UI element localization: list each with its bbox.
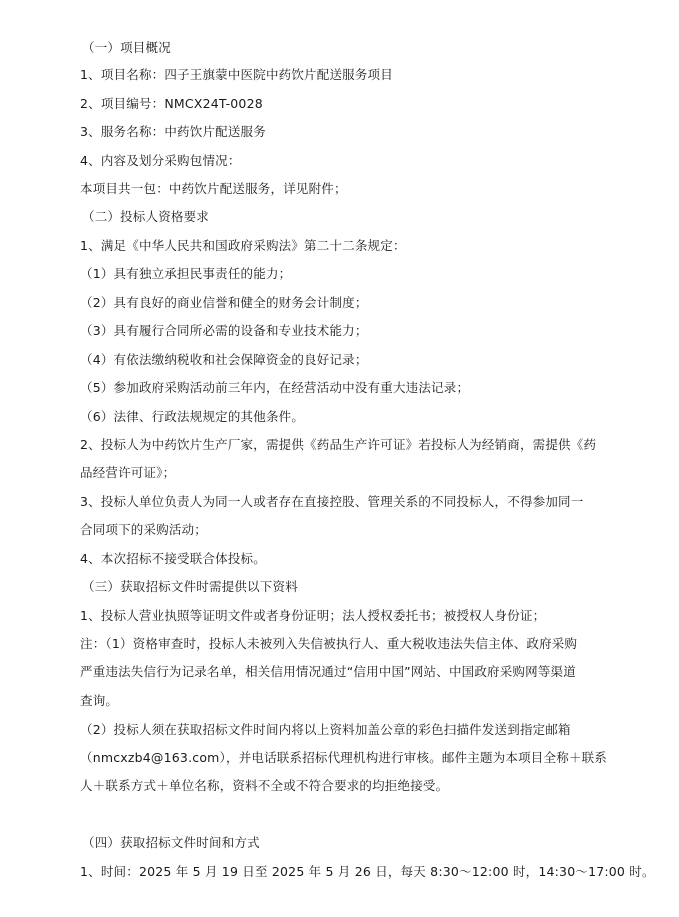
paragraph-line: 3、投标人单位负责人为同一人或者存在直接控股、管理关系的不同投标人，不得参加同一 <box>80 494 584 509</box>
paragraph-line: （5）参加政府采购活动前三年内，在经营活动中没有重大违法记录； <box>80 380 470 395</box>
paragraph-line: 1、投标人营业执照等证明文件或者身份证明；法人授权委托书；被授权人身份证； <box>80 608 546 623</box>
paragraph-line: （nmcxzb4@163.com），并电话联系招标代理机构进行审核。邮件主题为本项目全称＋联系 <box>80 750 607 765</box>
section-heading-1: （一）项目概况 <box>82 40 171 55</box>
paragraph-line: 2、项目编号：NMCX24T-0028 <box>80 96 263 111</box>
paragraph-line: 人＋联系方式＋单位名称，资料不全或不符合要求的均拒绝接受。 <box>80 778 449 793</box>
paragraph-line: （1）具有独立承担民事责任的能力； <box>80 266 292 281</box>
paragraph-line: 本项目共一包：中药饮片配送服务，详见附件； <box>80 181 347 196</box>
paragraph-line: 4、本次招标不接受联合体投标。 <box>80 551 266 566</box>
section-heading-3: （三）获取招标文件时需提供以下资料 <box>82 579 298 594</box>
paragraph-line: 合同项下的采购活动； <box>80 522 208 537</box>
paragraph-line: 品经营许可证》； <box>80 465 176 480</box>
paragraph-line: 3、服务名称：中药饮片配送服务 <box>80 124 266 139</box>
paragraph-line: （2）具有良好的商业信誉和健全的财务会计制度； <box>80 295 368 310</box>
paragraph-line: 2、投标人为中药饮片生产厂家，需提供《药品生产许可证》若投标人为经销商，需提供《药 <box>80 437 597 452</box>
paragraph-line: 4、内容及划分采购包情况： <box>80 153 241 168</box>
paragraph-line: 1、时间：2025 年 5 月 19 日至 2025 年 5 月 26 日，每天 8:30～12:00 时，14:30～17:00 时。 <box>80 864 655 879</box>
paragraph-line: （6）法律、行政法规规定的其他条件。 <box>80 409 305 424</box>
paragraph-line: 查询。 <box>80 693 119 708</box>
paragraph-line: 1、满足《中华人民共和国政府采购法》第二十二条规定： <box>80 238 406 253</box>
paragraph-line: 1、项目名称：四子王旗蒙中医院中药饮片配送服务项目 <box>80 67 393 82</box>
paragraph-line: （2）投标人须在获取招标文件时间内将以上资料加盖公章的彩色扫描件发送到指定邮箱 <box>80 722 571 737</box>
paragraph-line: 注：（1）资格审查时，投标人未被列入失信被执行人、重大税收违法失信主体、政府采购 <box>80 636 578 651</box>
paragraph-line: 严重违法失信行为记录名单，相关信用情况通过“信用中国”网站、中国政府采购网等渠道 <box>80 664 576 679</box>
section-heading-4: （四）获取招标文件时间和方式 <box>82 835 260 850</box>
paragraph-line: （3）具有履行合同所必需的设备和专业技术能力； <box>80 323 368 338</box>
paragraph-line: （4）有依法缴纳税收和社会保障资金的良好记录； <box>80 352 368 367</box>
section-heading-2: （二）投标人资格要求 <box>82 209 210 224</box>
